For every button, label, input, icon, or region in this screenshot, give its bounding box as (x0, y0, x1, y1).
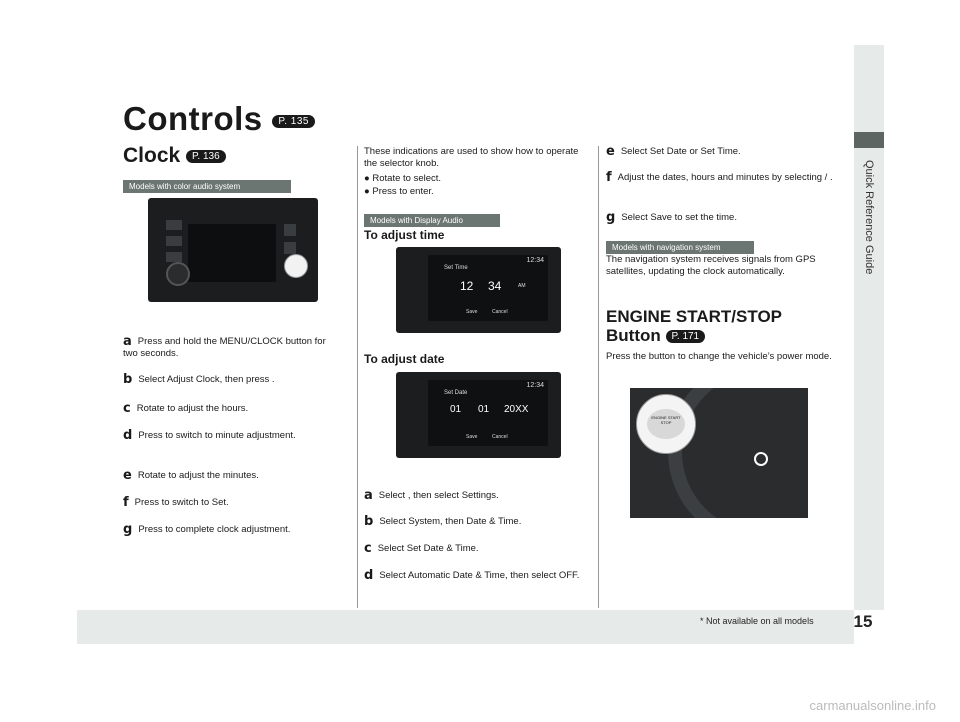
date-step-2-text: Select System, then Date & Time. (379, 516, 522, 527)
clock-heading-text: Clock (123, 144, 181, 167)
date-step-6-text: Adjust the dates, hours and minutes by selecting / . (617, 172, 833, 183)
date-step-4-text: Select Automatic Date & Time, then select OFF. (379, 570, 580, 581)
engine-ref-link[interactable]: P. 171 (666, 330, 706, 343)
selector-knob-icon (284, 254, 308, 278)
set-time-title: Set Time (444, 265, 468, 271)
audio-button (166, 236, 182, 246)
set-date-clock: 12:34 (526, 382, 544, 389)
clock-step-6-text: Press to switch to Set. (134, 497, 229, 508)
selector-intro: These indications are used to show how to operate the selector knob. (364, 146, 579, 169)
date-step-5-text: Select Set Date or Set Time. (620, 146, 741, 157)
color-audio-tag: Models with color audio system (123, 180, 291, 193)
clock-step-6: f Press to switch to Set. (123, 495, 229, 510)
set-date-title: Set Date (444, 390, 468, 396)
engine-text: Press the button to change the vehicle’s power mode. (606, 351, 832, 362)
date-step-4: d Select Automatic Date & Time, then select OFF. (364, 568, 580, 583)
engine-heading-line-1: ENGINE START/STOP (606, 307, 783, 326)
clock-step-2-text: Select Adjust Clock, then press . (138, 374, 275, 385)
steering-wheel-figure (630, 388, 808, 518)
engine-button-location-marker (754, 452, 768, 466)
set-time-cancel: Cancel (492, 309, 508, 315)
page-title (123, 100, 315, 138)
set-time-display (428, 255, 548, 321)
date-step-6: f Adjust the dates, hours and minutes by selecting / . (606, 170, 833, 185)
date-step-7-text: Select Save to set the time. (621, 212, 737, 223)
set-time-screen-figure (396, 247, 561, 333)
clock-step-3-text: Rotate to adjust the hours. (136, 403, 249, 414)
set-time-ampm: AM (518, 283, 526, 289)
display-audio-tag: Models with Display Audio (364, 214, 500, 227)
column-divider (598, 146, 599, 608)
set-date-cancel: Cancel (492, 434, 508, 440)
watermark: carmanualsonline.info (809, 698, 936, 713)
selector-bullet-rotate-text: Rotate to select. (372, 173, 442, 184)
sidebar-tab (854, 45, 884, 610)
set-date-year: 20XX (504, 404, 529, 415)
clock-step-1: a Press and hold the MENU/CLOCK button for two seconds. (123, 334, 326, 359)
clock-step-5-text: Rotate to adjust the minutes. (137, 470, 259, 481)
date-step-7: g Select Save to set the time. (606, 210, 737, 225)
page-title-text: Controls (123, 100, 263, 137)
phone-icon (284, 224, 296, 236)
footnote: * Not available on all models (700, 616, 814, 626)
set-date-screen-figure (396, 372, 561, 458)
adjust-date-heading: To adjust date (364, 352, 445, 366)
clock-step-1-text: Press and hold the MENU/CLOCK button for two seconds. (123, 336, 326, 359)
sidebar-cap (854, 132, 884, 148)
clock-step-5: e Rotate to adjust the minutes. (123, 468, 259, 483)
set-time-clock: 12:34 (526, 257, 544, 264)
date-step-3: c Select Set Date & Time. (364, 541, 479, 556)
engine-start-button-label: ENGINE START STOP (647, 409, 685, 439)
audio-button (166, 252, 182, 262)
set-date-month: 01 (478, 404, 490, 415)
date-step-3-text: Select Set Date & Time. (377, 543, 479, 554)
column-divider (357, 146, 358, 608)
page-number: 15 (853, 612, 873, 631)
selector-bullet-rotate: ● Rotate to select. (364, 173, 442, 184)
engine-heading-line-2 (606, 327, 782, 346)
audio-unit-display (188, 224, 276, 282)
set-date-day: 01 (450, 404, 462, 415)
clock-step-7-text: Press to complete clock adjustment. (138, 524, 291, 535)
set-time-save: Save (466, 309, 478, 315)
set-date-save: Save (466, 434, 478, 440)
navigation-text: The navigation system receives signals from GPS satellites, updating the clock automatically. (606, 254, 816, 277)
date-step-2: b Select System, then Date & Time. (364, 514, 522, 529)
clock-step-3: c Rotate to adjust the hours. (123, 401, 249, 416)
volume-knob-icon (166, 262, 190, 286)
audio-unit-figure (148, 198, 318, 302)
adjust-time-heading: To adjust time (364, 228, 445, 242)
clock-heading (123, 144, 226, 168)
set-time-hour: 12 (460, 279, 474, 293)
clock-step-7: g Press to complete clock adjustment. (123, 522, 291, 537)
clock-step-4-text: Press to switch to minute adjustment. (138, 430, 296, 441)
engine-heading-button: Button (606, 325, 661, 345)
date-step-1-text: Select , then select Settings. (378, 490, 499, 501)
date-step-1: a Select , then select Settings. (364, 488, 499, 503)
engine-heading (606, 308, 782, 345)
engine-start-button-callout (636, 394, 696, 454)
date-step-5: e Select Set Date or Set Time. (606, 144, 741, 159)
set-time-minute: 34 (488, 279, 502, 293)
audio-button (166, 220, 182, 230)
selector-bullet-press: ● Press to enter. (364, 186, 434, 197)
set-date-display (428, 380, 548, 446)
page-ref-link[interactable]: P. 135 (272, 115, 315, 128)
navigation-tag: Models with navigation system (606, 241, 754, 254)
selector-bullet-press-text: Press to enter. (372, 186, 434, 197)
clock-ref-link[interactable]: P. 136 (186, 150, 226, 163)
clock-step-2: b Select Adjust Clock, then press . (123, 372, 275, 387)
audio-button (284, 242, 296, 254)
clock-step-4: d Press to switch to minute adjustment. (123, 428, 296, 443)
sidebar-label: Quick Reference Guide (863, 160, 875, 275)
